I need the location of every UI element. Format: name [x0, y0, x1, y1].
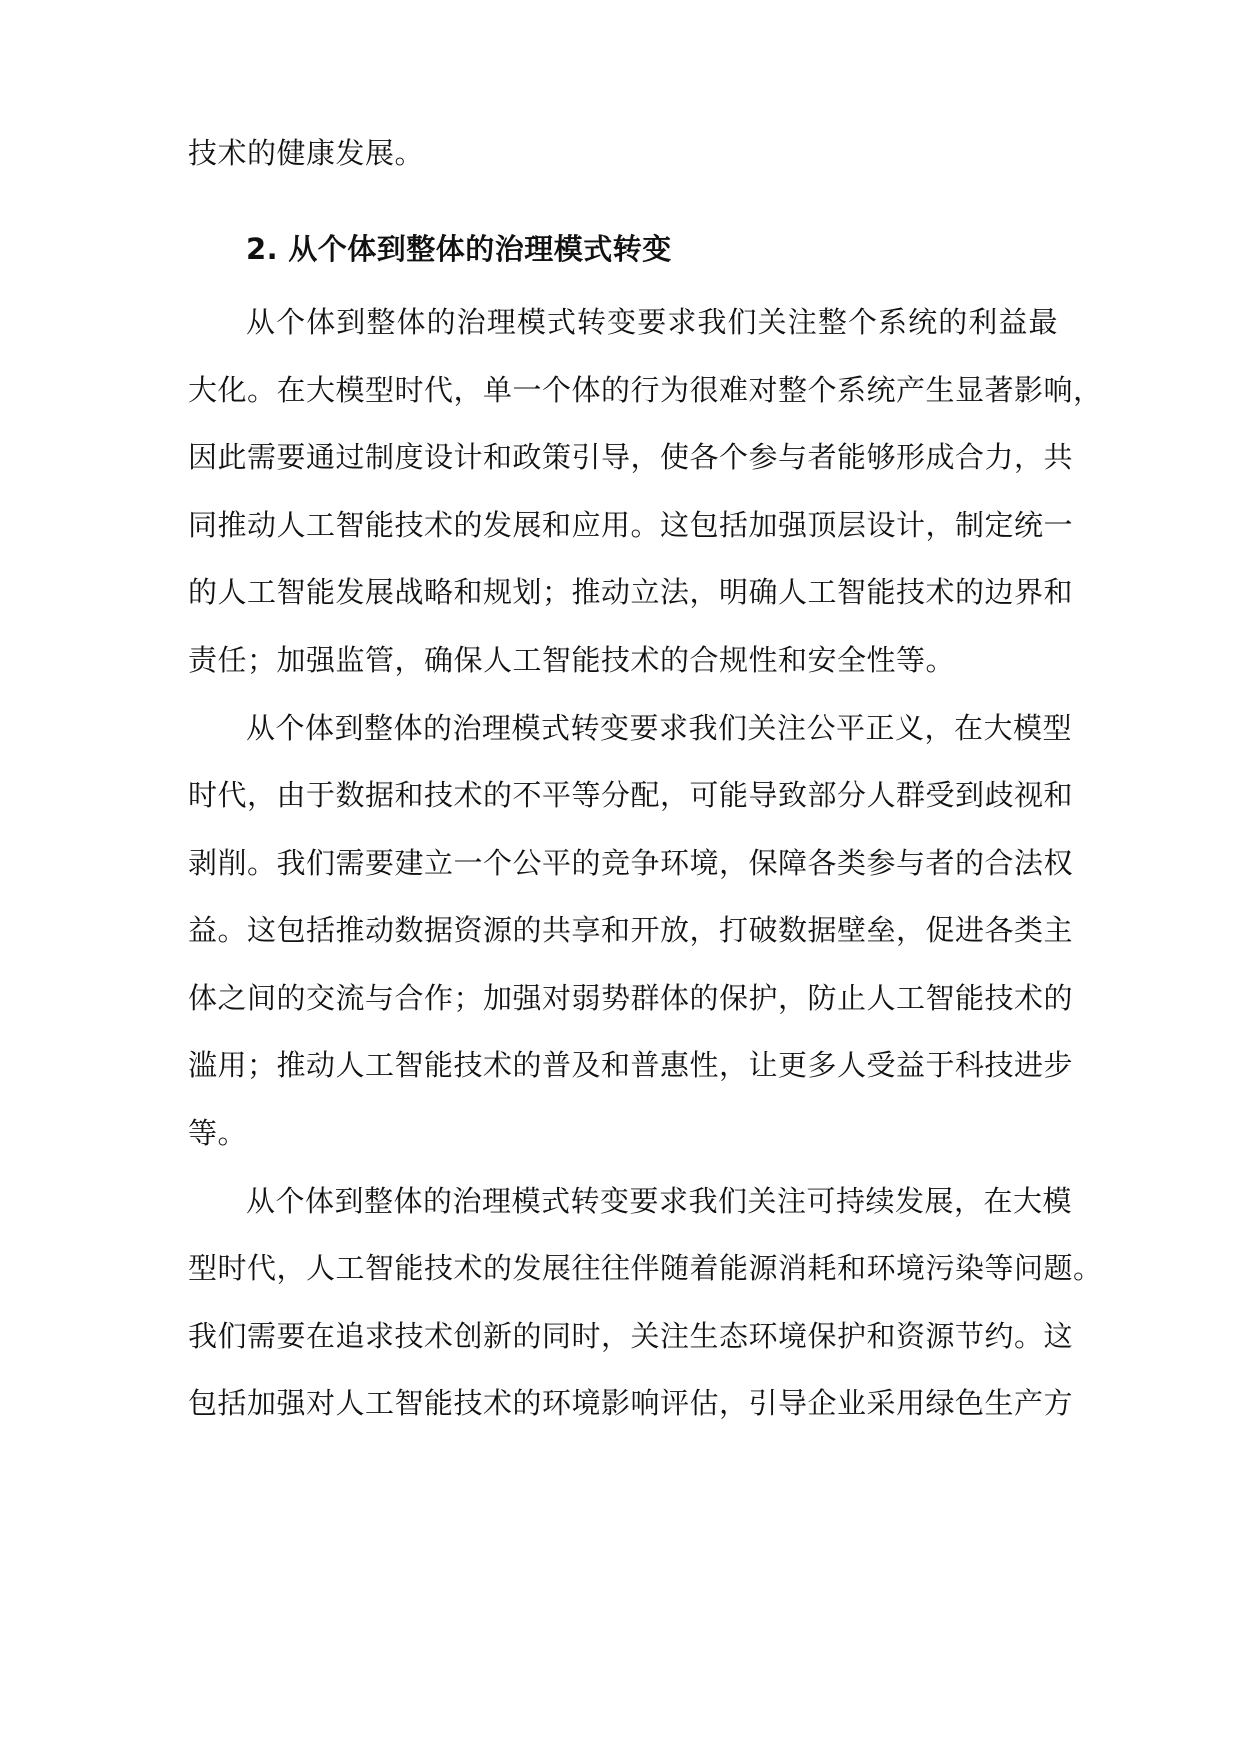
paragraph-line: 大化。在大模型时代，单一个体的行为很难对整个系统产生显著影响， [188, 373, 1103, 407]
section-heading [246, 229, 672, 269]
paragraph-line: 包括加强对人工智能技术的环境影响评估，引导企业采用绿色生产方 [188, 1386, 1074, 1420]
paragraph-line: 益。这包括推动数据资源的共享和开放，打破数据壁垒，促进各类主 [188, 913, 1074, 947]
paragraph-line: 等。 [188, 1116, 248, 1150]
paragraph-line: 时代，由于数据和技术的不平等分配，可能导致部分人群受到歧视和 [188, 778, 1074, 812]
paragraph-line: 从个体到整体的治理模式转变要求我们关注可持续发展，在大模 [246, 1184, 1073, 1218]
paragraph-line: 的人工智能发展战略和规划；推动立法，明确人工智能技术的边界和 [188, 575, 1074, 609]
paragraph-line: 责任；加强监管，确保人工智能技术的合规性和安全性等。 [188, 643, 956, 677]
paragraph-line: 因此需要通过制度设计和政策引导，使各个参与者能够形成合力，共 [188, 440, 1074, 474]
paragraph-line: 从个体到整体的治理模式转变要求我们关注公平正义，在大模型 [246, 711, 1073, 745]
paragraph-line: 剥削。我们需要建立一个公平的竞争环境，保障各类参与者的合法权 [188, 846, 1074, 880]
paragraph-line: 滥用；推动人工智能技术的普及和普惠性，让更多人受益于科技进步 [188, 1048, 1074, 1082]
paragraph-line: 型时代，人工智能技术的发展往往伴随着能源消耗和环境污染等问题。 [188, 1251, 1103, 1285]
paragraph-line: 我们需要在追求技术创新的同时，关注生态环境保护和资源节约。这 [188, 1319, 1074, 1353]
paragraph-line: 同推动人工智能技术的发展和应用。这包括加强顶层设计，制定统一 [188, 508, 1074, 542]
paragraph-line: 从个体到整体的治理模式转变要求我们关注整个系统的利益最 [246, 305, 1058, 339]
top-fragment-text: 技术的健康发展。 [188, 136, 425, 170]
section-title: 从个体到整体的治理模式转变 [288, 232, 672, 266]
paragraph-line: 体之间的交流与合作；加强对弱势群体的保护，防止人工智能技术的 [188, 981, 1074, 1015]
section-number: 2. [246, 232, 279, 266]
